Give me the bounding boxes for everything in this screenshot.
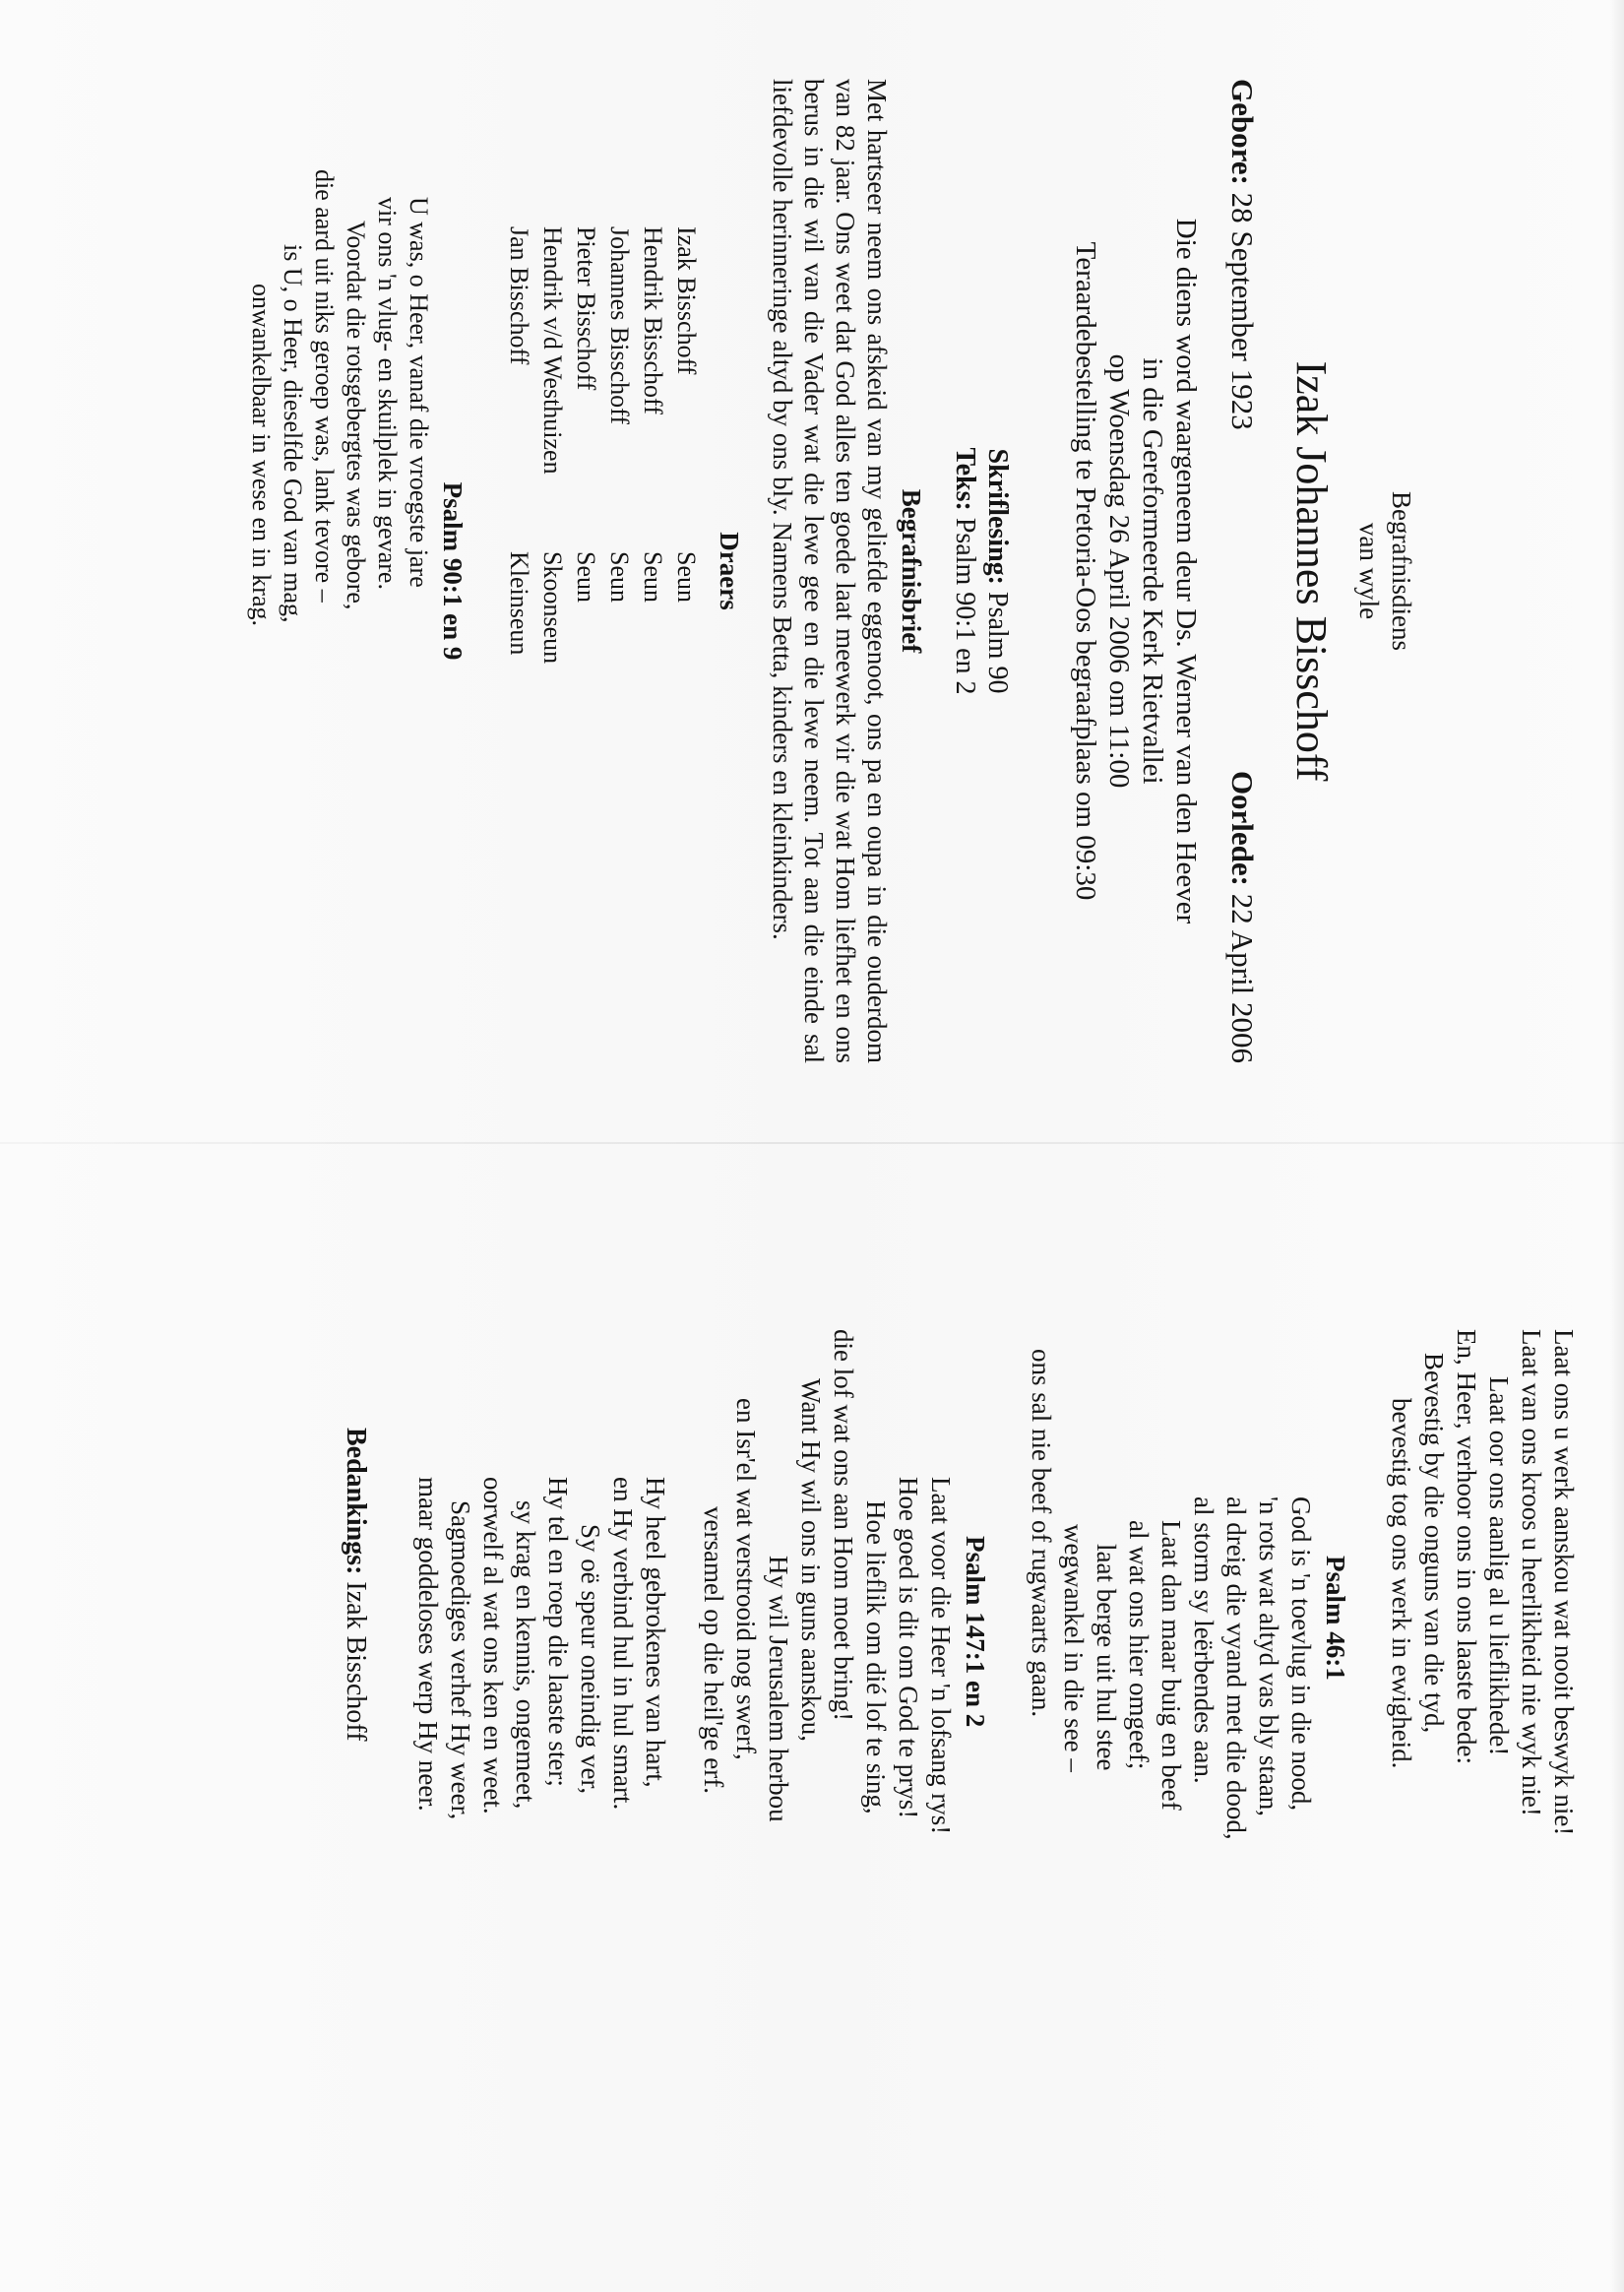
verse-line: bevestig tog ons werk in ewigheid.: [1387, 1398, 1416, 1769]
verse-line: al storm sy leërbendes aan.: [1189, 1496, 1218, 1784]
verse-line: die aard uit niks geroep was, lank tevore –: [310, 169, 339, 603]
bearer-name: Pieter Bisschoff: [572, 226, 600, 391]
verse-line: en Isr'el wat verstrooid nog swerf,: [731, 1398, 761, 1760]
letter-heading: Begrafnisbrief: [897, 488, 926, 654]
bearer-name: Jan Bisschoff: [505, 226, 533, 365]
psalm46-heading: Psalm 46:1: [1321, 1556, 1350, 1681]
verse-line: Hy heel gebrokenes van hart,: [641, 1477, 670, 1788]
verse-line: Want Hy wil ons in guns aanskou,: [796, 1378, 826, 1743]
bearer-role: Seun: [672, 551, 701, 603]
bearer-name: Hendrik v/d Westhuizen: [538, 226, 567, 475]
verse-line: Sagmoediges verhef Hy weer,: [446, 1500, 475, 1820]
verse-line: maar goddeloses werp Hy neer.: [413, 1477, 443, 1812]
service-line: Die diens word waargeneem deur Ds. Werner van den Heever: [1170, 218, 1202, 924]
service-line: op Woensdag 26 April 2006 om 11:00: [1103, 353, 1135, 789]
fold-line: [0, 1142, 1624, 1144]
born-value: 28 September 1923: [1225, 192, 1260, 430]
verse-line: en Hy verbind hul in hul smart.: [608, 1477, 638, 1811]
dates-row: [1222, 79, 1262, 1063]
psalm147-verse-2: [411, 1329, 671, 2255]
verse-line: Hy tel en roep die laaste ster;: [543, 1477, 573, 1787]
verse-line: laat berge uit hul stee: [1092, 1544, 1121, 1771]
psalm90-heading: Psalm 90:1 en 9: [438, 481, 468, 661]
psalm46-verse: [1025, 1329, 1317, 2255]
verse-line: Laat dan maar buig en beef: [1156, 1520, 1186, 1811]
bearer-role: Seun: [605, 551, 634, 603]
verse-line: vir ons 'n vlug- en skuilplek in gevare.: [373, 197, 402, 590]
psalm147-verse-1: [697, 1329, 957, 2255]
readings: [949, 79, 1014, 1063]
verse-line: Hoe goed is dit om God te prys!: [894, 1477, 923, 1819]
bearer-row: [602, 79, 636, 1063]
thanks-value: Izak Bisschoff: [341, 1581, 371, 1742]
born-date: [1222, 79, 1262, 430]
verse-line: al wat ons hier omgeef;: [1124, 1520, 1154, 1770]
bearer-name: Hendrik Bisschoff: [639, 226, 667, 414]
died-date: [1222, 771, 1262, 1063]
verse-line: 'n rots wat altyd vas bly staan,: [1254, 1496, 1283, 1817]
verse-line: Hy wil Jerusalem herbou: [764, 1556, 793, 1822]
verse-line: die lof wat ons aan Hom moet bring!: [829, 1329, 858, 1722]
verse-line: wegwankel in die see –: [1059, 1524, 1089, 1772]
bearer-row: [535, 79, 569, 1063]
verse-line: Bevestig by die onguns van die tyd,: [1419, 1353, 1449, 1734]
bearers-list: [502, 79, 703, 1063]
verse-line: onwankelbaar in wese en in krag.: [247, 284, 276, 626]
text-reading: [949, 79, 981, 1063]
verse-line: Laat voor die Heer 'n lofsang rys!: [926, 1477, 956, 1835]
verse-line: sy krag en kennis, ongemeet,: [511, 1500, 540, 1810]
psalm147-heading: Psalm 147:1 en 2: [961, 1536, 990, 1728]
verse-line: Hoe lieflik om dié lof te sing,: [861, 1500, 891, 1814]
verse-line: U was, o Heer, vanaf die vroegste jare: [405, 197, 433, 588]
panel-front: [59, 79, 1417, 1063]
bearer-name: Izak Bisschoff: [672, 226, 701, 375]
psalm90-continued: [1385, 1329, 1580, 2255]
verse-line: oorwelf al wat ons ken en weet.: [478, 1477, 508, 1814]
page-edge-shadow: [1610, 0, 1624, 2292]
bearer-row: [502, 79, 535, 1063]
verse-line: Laat ons u werk aanskou wat nooit beswyk nie!: [1549, 1329, 1579, 1836]
died-value: 22 April 2006: [1225, 893, 1260, 1063]
psalm90-verse: [245, 79, 434, 1063]
verse-line: Laat oor ons aanlig al u lieflikhede!: [1484, 1376, 1514, 1756]
deceased-name: Izak Johannes Bisschoff: [1287, 360, 1336, 782]
verse-line: ons sal nie beef of rugwaarts gaan.: [1027, 1349, 1056, 1718]
header-line-2: van wyle: [1354, 522, 1384, 620]
bearer-row: [636, 79, 669, 1063]
bearer-role: Skoonseun: [538, 551, 567, 665]
scripture-reading: [981, 79, 1014, 1063]
text-value: Psalm 90:1 en 2: [950, 517, 980, 695]
verse-line: Voordat die rotsgebergtes was gebore,: [342, 221, 370, 610]
verse-line: En, Heer, verhoor ons in ons laaste bede:: [1452, 1329, 1481, 1765]
bearer-role: Seun: [639, 551, 667, 603]
verse-line: Sy oë speur oneindig ver,: [576, 1524, 605, 1795]
bearer-role: Seun: [572, 551, 600, 603]
scripture-value: Psalm 90: [982, 592, 1013, 694]
letter-body: Met hartseer neem ons afskeid van my geliefde eggenoot, ons pa en oupa in die ouderdom van 82 jaar. Ons weet dat God alles ten goede laat meewerk vir die wat Hom liefhet en ons berus in die wil van die Vader wat die lewe gee en die lewe neem. Tot aan die einde sal liefdevolle herinneringe altyd by ons bly. Namens Betta, kinders en kleinkinders.: [768, 79, 892, 1063]
died-label: Oorlede:: [1225, 770, 1260, 887]
service-line: Teraardebestelling te Pretoria-Oos begraafplaas om 09:30: [1070, 241, 1101, 901]
text-label: Teks:: [950, 447, 980, 511]
born-label: Gebore:: [1225, 79, 1260, 185]
bearer-row: [569, 79, 602, 1063]
service-line: in die Gereformeerde Kerk Rietvallei: [1137, 357, 1168, 785]
bearer-name: Johannes Bisschoff: [605, 226, 634, 425]
bearers-heading: Draers: [715, 532, 744, 610]
header-line-1: Begrafnisdiens: [1387, 491, 1416, 651]
panel-back: [25, 1329, 1580, 2255]
verse-line: al dreig die vyand met die dood,: [1221, 1496, 1251, 1840]
verse-line: is U, o Heer, dieselfde God van mag,: [279, 244, 307, 623]
service-details: [1069, 79, 1203, 1063]
thanks-label: Bedankings:: [341, 1428, 371, 1575]
verse-line: God is 'n toevlug in die nood,: [1286, 1496, 1316, 1812]
acknowledgements: [340, 1329, 372, 2255]
scripture-label: Skriflesing:: [982, 448, 1013, 585]
verse-line: Laat van ons kroos u heerlikheid nie wyk nie!: [1517, 1329, 1546, 1816]
bearer-row: [669, 79, 703, 1063]
program-header: [1283, 79, 1417, 1063]
verse-line: versamel op die heil'ge erf.: [699, 1506, 728, 1794]
bearer-role: Kleinseun: [505, 551, 533, 656]
